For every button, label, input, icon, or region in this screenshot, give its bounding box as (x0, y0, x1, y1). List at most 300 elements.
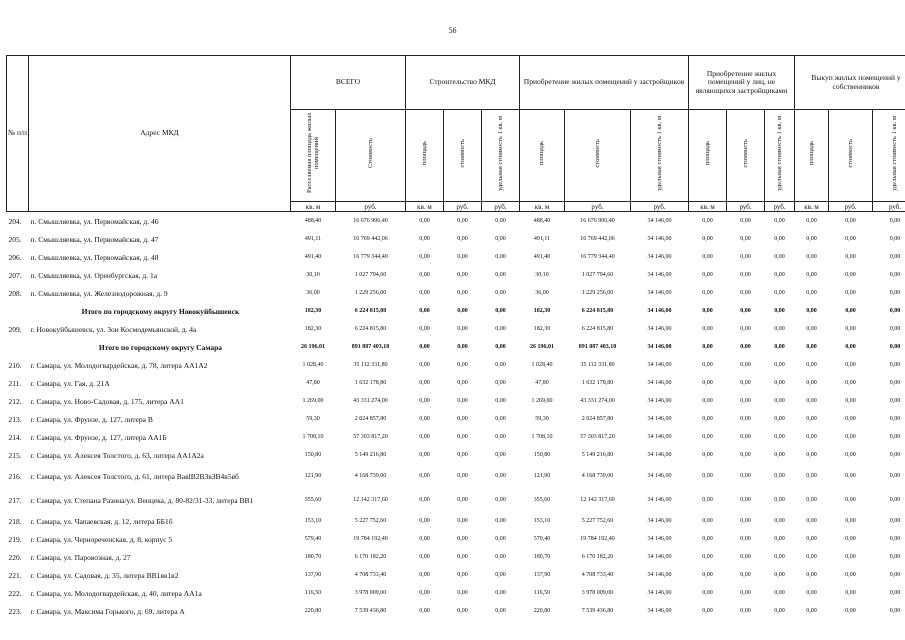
header-sub-area: площадь (520, 110, 565, 202)
row-value: 0,00 (806, 434, 817, 441)
row-value: 0,00 (740, 452, 751, 459)
row-address: г. Самара, ул. Чапаевская, д. 12, литера ББ1б (30, 516, 173, 526)
row-value: 0,00 (702, 218, 713, 225)
row-value: 0,00 (457, 554, 468, 561)
row-value: 1 028,40 (531, 362, 553, 369)
row-address: г. Самара, ул. Садовая, д. 35, литера ВВ1вв1в2 (30, 570, 179, 580)
row-value: 34 146,00 (647, 518, 672, 525)
header-unit: руб. (727, 202, 765, 212)
table-row (7, 410, 905, 428)
row-value: 0,00 (806, 398, 817, 405)
row-value: 1 028,40 (302, 362, 324, 369)
row-value: 180,70 (304, 554, 322, 561)
row-value: 34 146,00 (647, 308, 672, 315)
header-sub-unit-cost: удельная стоимость 1 кв. м (765, 110, 795, 202)
row-value: 34 146,00 (647, 590, 672, 597)
row-address: г. Самара, ул. Степана Разина/ул. Венцека, д. 80-82/31-33, литера ВВ1 (30, 495, 254, 505)
row-value: 0,00 (419, 398, 430, 405)
row-value: 5 149 216,80 (581, 452, 614, 459)
row-value: 0,00 (419, 272, 430, 279)
row-value: 0,00 (419, 236, 430, 243)
row-value: 0,00 (806, 290, 817, 297)
row-number: 222. (8, 588, 22, 598)
row-number: 213. (8, 414, 22, 424)
row-value: 1 269,00 (302, 398, 324, 405)
row-value: 0,00 (457, 473, 468, 480)
row-value: 0,00 (702, 308, 713, 315)
row-value: 0,00 (740, 416, 751, 423)
row-value: 0,00 (774, 362, 785, 369)
row-value: 0,00 (702, 380, 713, 387)
row-value: 0,00 (419, 590, 430, 597)
header-unit: руб. (765, 202, 795, 212)
row-value: 34 146,00 (647, 497, 672, 504)
header-unit: руб. (565, 202, 631, 212)
row-value: 0,00 (889, 398, 901, 405)
page-number: 56 (448, 26, 457, 35)
header-unit: кв. м (520, 202, 565, 212)
row-number: 219. (8, 534, 22, 544)
row-value: 116,50 (533, 590, 551, 597)
row-value: 0,00 (806, 608, 817, 615)
row-value: 1 027 794,60 (581, 272, 614, 279)
row-address: Итого по городскому округу Самара (98, 342, 223, 352)
row-value: 0,00 (495, 452, 506, 459)
row-value: 34 146,00 (647, 326, 672, 333)
row-address: г. Новокуйбышевск, ул. Зои Космодемьянской, д. 4а (30, 324, 197, 334)
row-number: 216. (8, 471, 22, 481)
row-number: 214. (8, 432, 22, 442)
header-unit: руб. (482, 202, 520, 212)
row-value: 4 708 733,40 (581, 572, 614, 579)
row-address: п. Смышляевка, ул. Первомайская, д. 47 (30, 234, 159, 244)
row-value: 1 708,10 (302, 434, 324, 441)
row-value: 57 303 817,20 (580, 434, 615, 441)
row-value: 0,00 (806, 236, 817, 243)
row-value: 1 269,00 (531, 398, 553, 405)
row-value: 34 146,00 (647, 218, 672, 225)
row-value: 0,00 (740, 398, 751, 405)
row-value: 0,00 (806, 380, 817, 387)
row-value: 0,00 (419, 380, 430, 387)
row-value: 0,00 (702, 473, 713, 480)
row-value: 34 146,00 (647, 290, 672, 297)
row-value: 0,00 (457, 497, 468, 504)
row-value: 2 024 857,80 (581, 416, 614, 423)
row-value: 0,00 (495, 254, 506, 261)
row-address: г. Самара, ул. Паровозная, д. 27 (30, 552, 131, 562)
row-value: 6 170 182,20 (354, 554, 387, 561)
row-value: 0,00 (845, 308, 856, 315)
row-value: 0,00 (702, 497, 713, 504)
row-value: 0,00 (889, 308, 901, 315)
row-value: 47,80 (535, 380, 549, 387)
table-row (7, 446, 905, 464)
row-value: 0,00 (806, 254, 817, 261)
row-value: 491,40 (533, 254, 551, 261)
row-value: 43 331 274,00 (580, 398, 615, 405)
row-value: 0,00 (845, 590, 856, 597)
row-value: 0,00 (889, 608, 901, 615)
row-value: 6 170 182,20 (581, 554, 614, 561)
row-value: 34 146,00 (647, 536, 672, 543)
row-value: 12 142 317,60 (580, 497, 615, 504)
table-row (7, 212, 905, 231)
row-value: 0,00 (740, 608, 751, 615)
row-value: 0,00 (702, 554, 713, 561)
row-value: 0,00 (495, 398, 506, 405)
row-value: 0,00 (845, 518, 856, 525)
row-value: 5 149 216,80 (354, 452, 387, 459)
row-value: 4 708 733,40 (354, 572, 387, 579)
row-address: г. Самара, ул. Фрунзе, д. 127, литера АА1Б (30, 432, 167, 442)
row-value: 0,00 (889, 518, 901, 525)
row-value: 0,00 (419, 572, 430, 579)
header-sub-unit-cost: удельная стоимость 1 кв. м (482, 110, 520, 202)
row-value: 0,00 (457, 434, 468, 441)
row-address: п. Смышляевка, ул. Первомайская, д. 46 (30, 216, 159, 226)
row-value: 116,50 (304, 590, 322, 597)
row-value: 1 708,10 (531, 434, 553, 441)
row-value: 12 142 317,60 (353, 497, 388, 504)
header-unit: руб. (631, 202, 689, 212)
row-value: 0,00 (845, 473, 856, 480)
row-number: 208. (8, 288, 22, 298)
row-value: 0,00 (740, 236, 751, 243)
header-sub-area: площадь (406, 110, 444, 202)
row-value: 7 539 436,80 (581, 608, 614, 615)
row-value: 35 112 331,80 (353, 362, 388, 369)
row-value: 0,00 (419, 416, 430, 423)
row-value: 0,00 (806, 308, 817, 315)
row-value: 0,00 (774, 590, 785, 597)
row-value: 0,00 (495, 290, 506, 297)
row-value: 0,00 (495, 434, 506, 441)
row-value: 0,00 (845, 497, 856, 504)
row-value: 34 146,00 (647, 254, 672, 261)
row-value: 2 024 857,80 (354, 416, 387, 423)
row-value: 0,00 (419, 497, 430, 504)
row-value: 0,00 (806, 590, 817, 597)
table-row (7, 464, 905, 488)
row-value: 0,00 (419, 362, 430, 369)
header-sub-cost: Стоимость (336, 110, 406, 202)
header-sub-area: Расселяемая площадь жилых помещений (291, 110, 336, 202)
row-value: 0,00 (419, 308, 430, 315)
header-unit: руб. (829, 202, 873, 212)
row-value: 34 146,00 (647, 434, 672, 441)
row-value: 3 978 009,00 (354, 590, 387, 597)
row-value: 34 146,00 (647, 608, 672, 615)
row-value: 0,00 (495, 608, 506, 615)
row-value: 579,40 (304, 536, 322, 543)
row-value: 0,00 (457, 380, 468, 387)
row-value: 182,30 (533, 326, 551, 333)
table-row (7, 530, 905, 548)
row-value: 0,00 (702, 344, 713, 351)
row-number: 218. (8, 516, 22, 526)
row-value: 34 146,00 (647, 473, 672, 480)
header-sub-area: площадь (795, 110, 829, 202)
row-value: 30,10 (306, 272, 320, 279)
row-value: 0,00 (457, 362, 468, 369)
row-address: п. Смышляевка, ул. Оренбургская, д. 1а (30, 270, 158, 280)
row-value: 0,00 (845, 608, 856, 615)
row-number: 207. (8, 270, 22, 280)
row-value: 59,30 (535, 416, 549, 423)
row-value: 0,00 (457, 452, 468, 459)
row-address: г. Самара, ул. Максима Горького, д. 69, литера А (30, 606, 185, 616)
row-value: 3 978 009,00 (581, 590, 614, 597)
row-value: 0,00 (774, 434, 785, 441)
row-value: 0,00 (740, 590, 751, 597)
table-row (7, 266, 905, 284)
row-value: 36,00 (535, 290, 549, 297)
header-group-developers: Приобретение жилых помещений у застройщиков (520, 56, 689, 110)
row-value: 0,00 (419, 434, 430, 441)
row-value: 0,00 (845, 434, 856, 441)
row-value: 182,30 (304, 326, 322, 333)
row-value: 0,00 (845, 536, 856, 543)
row-value: 0,00 (774, 326, 785, 333)
row-value: 0,00 (740, 218, 751, 225)
row-value: 0,00 (845, 272, 856, 279)
row-value: 34 146,00 (647, 344, 672, 351)
row-value: 0,00 (702, 272, 713, 279)
row-value: 0,00 (889, 452, 901, 459)
row-value: 150,80 (533, 452, 551, 459)
row-value: 16 676 906,40 (353, 218, 388, 225)
row-value: 1 229 256,00 (354, 290, 387, 297)
row-value: 0,00 (889, 434, 901, 441)
row-value: 0,00 (740, 434, 751, 441)
row-value: 0,00 (740, 473, 751, 480)
row-value: 34 146,00 (647, 236, 672, 243)
table-row (7, 428, 905, 446)
row-value: 0,00 (740, 380, 751, 387)
row-value: 35 112 331,80 (580, 362, 615, 369)
row-address: г. Самара, ул. Молодогвардейская, д. 78, литера АА1А2 (30, 360, 208, 370)
row-value: 0,00 (845, 380, 856, 387)
row-value: 0,00 (774, 344, 785, 351)
row-value: 0,00 (774, 518, 785, 525)
row-value: 6 224 815,80 (354, 326, 387, 333)
header-sub-area: площадь (689, 110, 727, 202)
row-value: 0,00 (457, 254, 468, 261)
row-value: 491,11 (533, 236, 551, 243)
row-value: 0,00 (740, 290, 751, 297)
row-value: 488,40 (533, 218, 551, 225)
row-value: 0,00 (806, 473, 817, 480)
row-value: 34 146,00 (647, 452, 672, 459)
row-value: 0,00 (495, 536, 506, 543)
row-value: 0,00 (457, 416, 468, 423)
row-value: 0,00 (774, 452, 785, 459)
row-number: 211. (8, 378, 22, 388)
row-number: 206. (8, 252, 22, 262)
row-number: 212. (8, 396, 22, 406)
row-value: 34 146,00 (647, 554, 672, 561)
row-value: 30,10 (535, 272, 549, 279)
row-value: 4 168 739,00 (581, 473, 614, 480)
row-value: 1 632 178,80 (581, 380, 614, 387)
row-value: 0,00 (845, 572, 856, 579)
row-value: 0,00 (495, 344, 506, 351)
row-value: 34 146,00 (647, 416, 672, 423)
row-value: 491,11 (304, 236, 322, 243)
header-unit: кв. м (795, 202, 829, 212)
row-value: 0,00 (774, 236, 785, 243)
table-body (7, 212, 905, 621)
row-number (7, 302, 29, 320)
table-row (7, 284, 905, 302)
row-value: 0,00 (740, 518, 751, 525)
row-value: 0,00 (457, 344, 468, 351)
total-row (7, 302, 905, 320)
row-address: г. Самара, ул. Алексея Толстого, д. 61, литера ВавlВ2ВЗвЗВ4в5вб (30, 471, 239, 481)
row-value: 0,00 (806, 362, 817, 369)
row-value: 59,30 (306, 416, 320, 423)
row-value: 16 769 442,06 (353, 236, 388, 243)
row-value: 36,00 (306, 290, 320, 297)
row-value: 0,00 (889, 290, 901, 297)
row-value: 0,00 (495, 518, 506, 525)
row-value: 0,00 (702, 518, 713, 525)
row-value: 0,00 (889, 554, 901, 561)
row-value: 0,00 (419, 554, 430, 561)
row-value: 0,00 (845, 218, 856, 225)
row-value: 0,00 (845, 398, 856, 405)
table-row (7, 356, 905, 374)
header-group-non-developers: Приобретение жилых помещений у лиц, не являющихся застройщиками (689, 56, 795, 110)
row-value: 5 227 752,60 (581, 518, 614, 525)
row-value: 0,00 (806, 344, 817, 351)
header-unit: кв. м (406, 202, 444, 212)
row-value: 47,80 (306, 380, 320, 387)
row-value: 0,00 (889, 362, 901, 369)
row-value: 0,00 (845, 362, 856, 369)
row-number: 215. (8, 450, 22, 460)
row-value: 153,10 (304, 518, 322, 525)
row-value: 0,00 (806, 416, 817, 423)
row-value: 0,00 (702, 536, 713, 543)
row-value: 891 887 403,18 (578, 344, 617, 351)
row-value: 137,90 (304, 572, 322, 579)
row-address: г. Самара, ул. Фрунзе, д. 127, литера В (30, 414, 153, 424)
row-value: 0,00 (495, 236, 506, 243)
row-value: 0,00 (774, 536, 785, 543)
table-row (7, 584, 905, 602)
row-address: г. Самара, ул. Молодогвардейская, д. 40, литера АА1а (30, 588, 202, 598)
row-value: 0,00 (806, 326, 817, 333)
table-row (7, 230, 905, 248)
row-value: 26 196,01 (301, 344, 325, 351)
row-value: 0,00 (774, 308, 785, 315)
row-value: 891 887 403,18 (351, 344, 390, 351)
row-value: 34 146,00 (647, 362, 672, 369)
table-row (7, 488, 905, 512)
row-address: г. Самара, ул. Чернореченская, д. 8, корпус 5 (30, 534, 173, 544)
row-value: 150,80 (304, 452, 322, 459)
row-value: 4 168 739,00 (354, 473, 387, 480)
row-value: 0,00 (889, 416, 901, 423)
row-value: 0,00 (845, 554, 856, 561)
row-value: 0,00 (702, 236, 713, 243)
row-value: 0,00 (495, 326, 506, 333)
row-value: 0,00 (495, 497, 506, 504)
row-value: 1 027 794,60 (354, 272, 387, 279)
row-value: 0,00 (495, 272, 506, 279)
row-value: 34 146,00 (647, 272, 672, 279)
header-unit: кв. м (689, 202, 727, 212)
row-value: 0,00 (740, 362, 751, 369)
row-value: 0,00 (806, 452, 817, 459)
row-value: 0,00 (495, 416, 506, 423)
row-value: 5 227 752,60 (354, 518, 387, 525)
header-group-construction: Строительство МКД (406, 56, 520, 110)
row-value: 0,00 (806, 536, 817, 543)
row-number (7, 338, 29, 356)
row-value: 121,90 (304, 473, 322, 480)
row-value: 0,00 (774, 473, 785, 480)
row-value: 0,00 (419, 608, 430, 615)
row-value: 0,00 (845, 326, 856, 333)
row-value: 491,40 (304, 254, 322, 261)
row-value: 0,00 (845, 416, 856, 423)
row-value: 355,60 (533, 497, 551, 504)
row-value: 0,00 (702, 590, 713, 597)
row-value: 0,00 (774, 254, 785, 261)
housing-table (6, 55, 905, 620)
row-value: 0,00 (889, 326, 901, 333)
row-number: 217. (8, 495, 22, 505)
row-value: 0,00 (845, 452, 856, 459)
row-value: 0,00 (419, 473, 430, 480)
row-value: 0,00 (806, 572, 817, 579)
row-value: 0,00 (419, 518, 430, 525)
row-value: 0,00 (845, 290, 856, 297)
table-row (7, 548, 905, 566)
row-value: 0,00 (457, 290, 468, 297)
row-value: 0,00 (889, 572, 901, 579)
row-value: 0,00 (457, 572, 468, 579)
row-value: 0,00 (495, 590, 506, 597)
row-value: 0,00 (457, 308, 468, 315)
row-value: 0,00 (740, 344, 751, 351)
row-value: 0,00 (740, 572, 751, 579)
header-unit: руб. (336, 202, 406, 212)
row-value: 180,70 (533, 554, 551, 561)
row-value: 121,90 (533, 473, 551, 480)
row-value: 0,00 (702, 608, 713, 615)
row-value: 0,00 (702, 362, 713, 369)
row-value: 0,00 (740, 497, 751, 504)
row-value: 0,00 (889, 344, 901, 351)
row-value: 0,00 (806, 554, 817, 561)
row-value: 0,00 (457, 272, 468, 279)
row-value: 0,00 (457, 398, 468, 405)
row-value: 34 146,00 (647, 380, 672, 387)
row-value: 7 539 436,80 (354, 608, 387, 615)
row-value: 0,00 (774, 272, 785, 279)
row-value: 0,00 (702, 572, 713, 579)
row-value: 0,00 (495, 218, 506, 225)
row-value: 0,00 (774, 416, 785, 423)
row-value: 0,00 (889, 218, 901, 225)
row-value: 57 303 817,20 (353, 434, 388, 441)
row-value: 0,00 (702, 254, 713, 261)
header-group-total: ВСЕГО (291, 56, 406, 110)
